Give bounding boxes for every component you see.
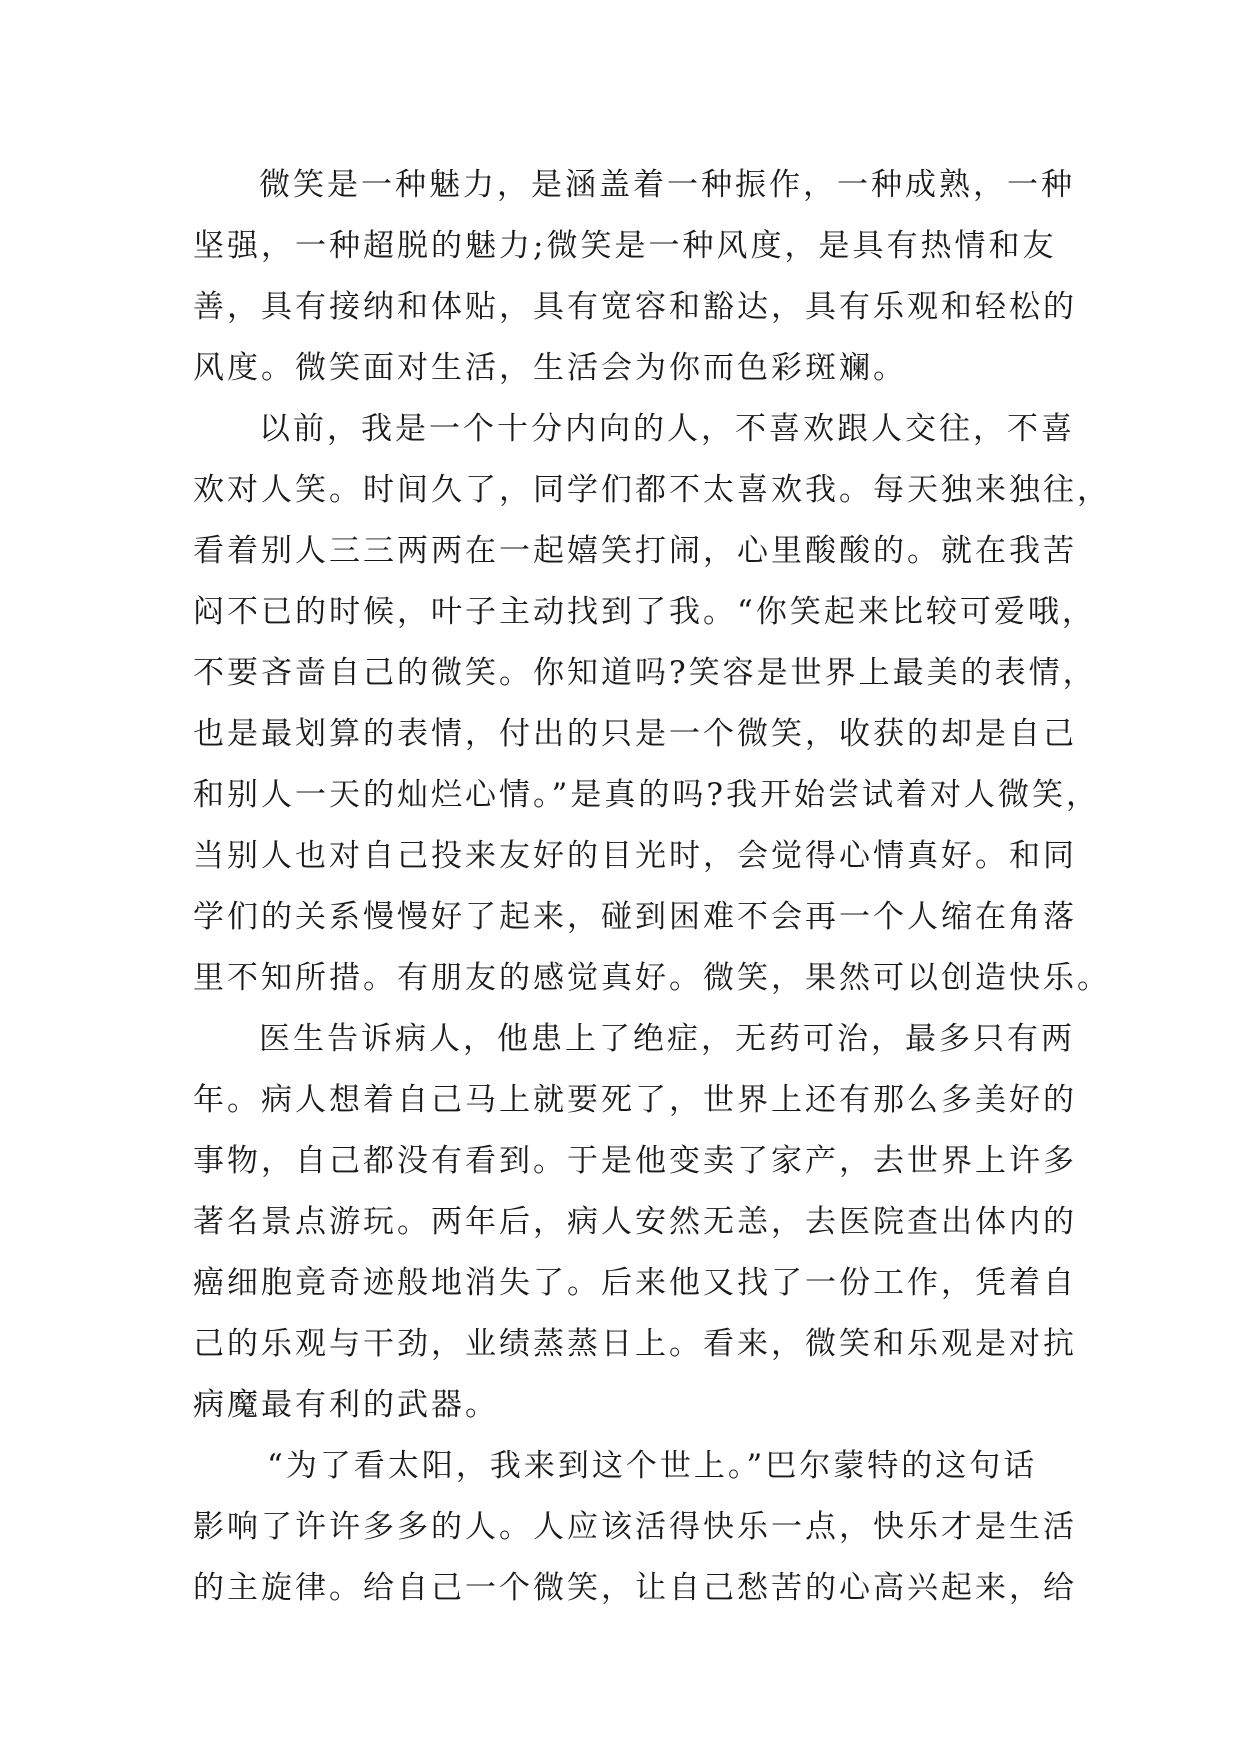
paragraph-2: [193, 399, 1111, 1009]
paragraph-3: [193, 1009, 1077, 1436]
text-line: “为了看太阳，我来到这个世上。”巴尔蒙特的这句话: [267, 1448, 1038, 1484]
paragraph-1: [193, 155, 1077, 399]
text-line: 坚强，一种超脱的魅力;微笑是一种风度，是具有热情和友: [193, 228, 1057, 264]
text-line: 当别人也对自己投来友好的目光时，会觉得心情真好。和同: [193, 838, 1077, 874]
text-line: 病魔最有利的武器。: [193, 1387, 499, 1423]
text-line: 的主旋律。给自己一个微笑，让自己愁苦的心高兴起来，给: [193, 1570, 1077, 1606]
text-line: 医生告诉病人，他患上了绝症，无药可治，最多只有两: [259, 1021, 1075, 1057]
text-line: 微笑是一种魅力，是涵盖着一种振作，一种成熟，一种: [259, 167, 1075, 203]
text-line: 也是最划算的表情，付出的只是一个微笑，收获的却是自己: [193, 716, 1077, 752]
text-line: 己的乐观与干劲，业绩蒸蒸日上。看来，微笑和乐观是对抗: [193, 1326, 1077, 1362]
text-line: 看着别人三三两两在一起嬉笑打闹，心里酸酸的。就在我苦: [193, 533, 1077, 569]
text-line: 闷不已的时候，叶子主动找到了我。“你笑起来比较可爱哦，: [193, 594, 1096, 630]
text-line: 著名景点游玩。两年后，病人安然无恙，去医院查出体内的: [193, 1204, 1077, 1240]
text-line: 欢对人笑。时间久了，同学们都不太喜欢我。每天独来独往，: [193, 472, 1111, 508]
paragraph-4: [193, 1436, 1077, 1619]
text-line: 影响了许许多多的人。人应该活得快乐一点，快乐才是生活: [193, 1509, 1077, 1545]
text-line: 以前，我是一个十分内向的人，不喜欢跟人交往，不喜: [259, 411, 1075, 447]
text-line: 癌细胞竟奇迹般地消失了。后来他又找了一份工作，凭着自: [193, 1265, 1077, 1301]
document-body: [193, 155, 1111, 1619]
text-line: 善，具有接纳和体贴，具有宽容和豁达，具有乐观和轻松的: [193, 289, 1077, 325]
text-line: 不要吝啬自己的微笑。你知道吗?笑容是世界上最美的表情，: [193, 655, 1097, 691]
text-line: 风度。微笑面对生活，生活会为你而色彩斑斓。: [193, 350, 907, 386]
text-line: 里不知所措。有朋友的感觉真好。微笑，果然可以创造快乐。: [193, 960, 1111, 996]
text-line: 年。病人想着自己马上就要死了，世界上还有那么多美好的: [193, 1082, 1077, 1118]
text-line: 事物，自己都没有看到。于是他变卖了家产，去世界上许多: [193, 1143, 1077, 1179]
text-line: 学们的关系慢慢好了起来，碰到困难不会再一个人缩在角落: [193, 899, 1077, 935]
text-line: 和别人一天的灿烂心情。”是真的吗?我开始尝试着对人微笑，: [193, 777, 1100, 813]
